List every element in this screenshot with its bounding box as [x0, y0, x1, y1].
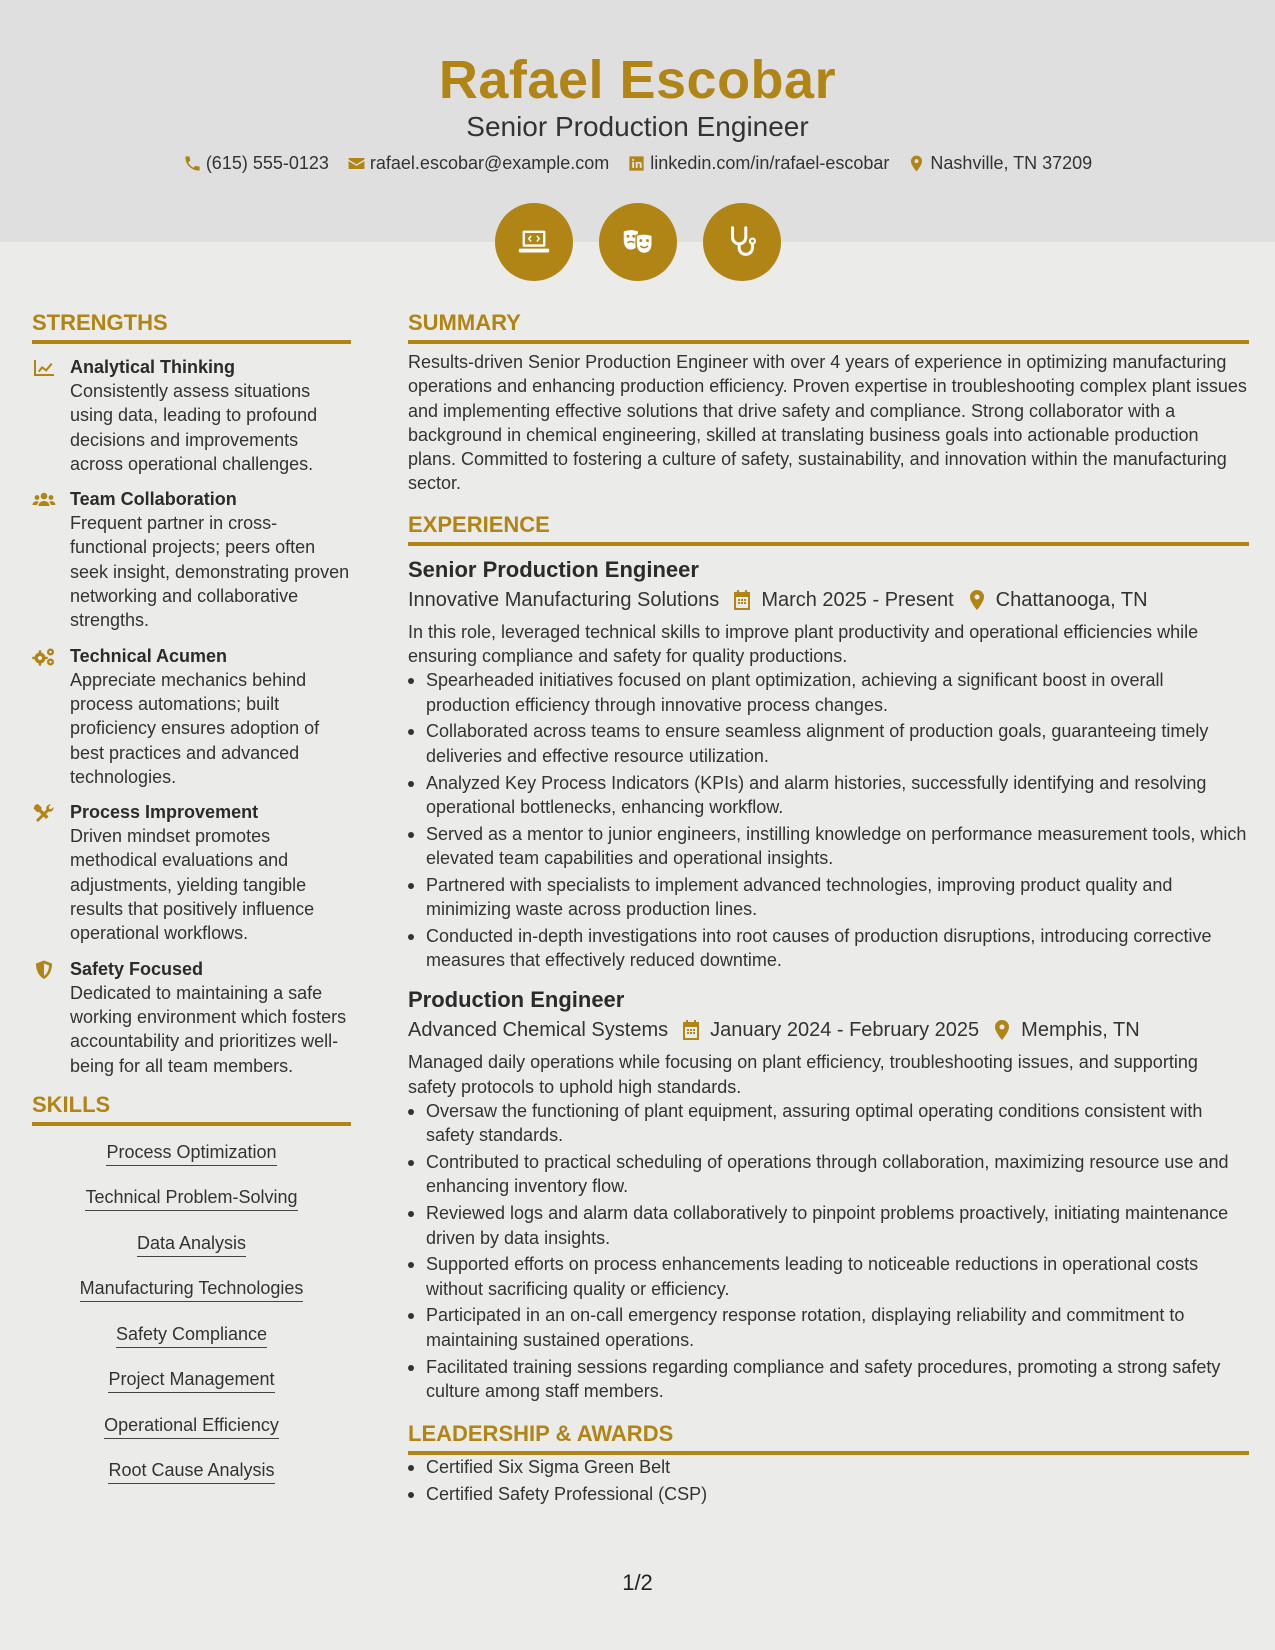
strength-desc: Appreciate mechanics behind process automations; built proficiency ensures adoption of best practices and advanced technologies.	[70, 669, 320, 787]
job-company: Advanced Chemical Systems	[408, 1019, 669, 1042]
job-company: Innovative Manufacturing Solutions	[408, 588, 720, 611]
bullet-item: Participated in an on-call emergency response rotation, displaying reliability and commitment to maintaining sustained operations.	[408, 1303, 1249, 1352]
strength-title: Process Improvement	[70, 802, 259, 823]
badge-stethoscope	[703, 203, 781, 281]
job-entry	[408, 986, 1249, 1403]
awards-heading: LEADERSHIP & AWARDS	[408, 1421, 1249, 1455]
chart-line-icon	[32, 358, 56, 378]
badge-masks	[599, 203, 677, 281]
stethoscope-icon	[723, 223, 761, 261]
strength-title: Analytical Thinking	[70, 357, 236, 377]
strength-item	[32, 645, 351, 789]
linkedin-icon	[627, 154, 646, 173]
job-dates: January 2024 - February 2025	[710, 1019, 980, 1042]
job-bullets	[408, 1099, 1249, 1403]
strength-desc: Consistently assess situations using data, leading to profound decisions and improvements across operational challenges.	[70, 381, 318, 474]
cogs-icon	[32, 647, 56, 667]
job-meta	[408, 586, 1249, 614]
strength-title: Team Collaboration	[70, 489, 237, 510]
bullet-item: Served as a mentor to junior engineers, instilling knowledge on performance measurement tools, which elevated team capabilities and operational insights.	[408, 822, 1249, 871]
contact-linkedin-text: linkedin.com/in/rafael-escobar	[650, 153, 890, 173]
strength-desc: Frequent partner in cross-functional projects; peers often seek insight, demonstrating proven networking and collaborative strengths.	[70, 513, 350, 631]
skill-item: Technical Problem-Solving	[85, 1185, 297, 1211]
strength-item	[32, 958, 351, 1078]
strengths-list	[32, 356, 351, 1078]
job-intro: In this role, leveraged technical skills to improve plant productivity and operational efficiencies while ensuring compliance and safety for quality productions.	[408, 621, 1199, 667]
contact-linkedin[interactable]	[627, 151, 889, 175]
theater-masks-icon	[619, 223, 657, 261]
skill-item: Safety Compliance	[116, 1322, 267, 1348]
strength-item	[32, 356, 351, 476]
interest-badges	[0, 203, 1275, 281]
strengths-heading: STRENGTHS	[32, 310, 351, 344]
skill-item: Process Optimization	[106, 1140, 276, 1166]
summary-text: Results-driven Senior Production Engineer with over 4 years of experience in optimizing manufacturing operations and enhancing production efficiency. Proven expertise in troubleshooting complex plant issues and implementing effective solutions that drive safety and compliance. Strong collaborator with a background in chemical engineering, skilled at translating business goals into actionable production plans. Committed to fostering a culture of safety, sustainability, and innovation within the manufacturing sector.	[408, 352, 1247, 494]
strength-item	[32, 801, 351, 945]
job-meta	[408, 1016, 1249, 1044]
contact-email-text: rafael.escobar@example.com	[369, 153, 610, 173]
right-column	[408, 310, 1249, 1509]
bullet-item: Contributed to practical scheduling of operations through collaboration, maximizing resource use and enhancing inventory flow.	[408, 1150, 1249, 1199]
contact-email[interactable]	[347, 151, 609, 175]
calendar-icon	[733, 590, 751, 610]
page-number: 1/2	[622, 1570, 653, 1595]
skill-item: Data Analysis	[137, 1231, 246, 1257]
strength-title: Technical Acumen	[70, 645, 228, 666]
summary-heading: SUMMARY	[408, 310, 1249, 344]
contact-location-text: Nashville, TN 37209	[930, 153, 1093, 173]
job-intro: Managed daily operations while focusing on plant efficiency, troubleshooting issues, and supporting safety protocols to uphold high standards.	[408, 1052, 1198, 1097]
contact-phone[interactable]	[183, 151, 329, 175]
envelope-icon	[347, 154, 366, 173]
award-item: Certified Safety Professional (CSP)	[408, 1482, 1249, 1506]
contact-row	[0, 151, 1275, 175]
map-pin-icon	[993, 1020, 1011, 1040]
skills-heading: SKILLS	[32, 1092, 351, 1126]
candidate-title: Senior Production Engineer	[466, 111, 809, 142]
bullet-item: Conducted in-depth investigations into root causes of production disruptions, introducing corrective measures that effectively reduced downtime.	[408, 924, 1249, 973]
skill-item: Root Cause Analysis	[108, 1458, 274, 1484]
bullet-item: Supported efforts on process enhancements leading to noticeable reductions in operational costs without sacrificing quality or efficiency.	[408, 1252, 1249, 1301]
strength-desc: Driven mindset promotes methodical evaluations and adjustments, yielding tangible results that positively influence operational workflows.	[70, 826, 315, 944]
map-pin-icon	[968, 590, 986, 610]
left-column	[32, 310, 351, 1504]
awards-list	[408, 1455, 1249, 1506]
shield-icon	[32, 960, 56, 980]
skill-item: Project Management	[108, 1367, 274, 1393]
bullet-item: Reviewed logs and alarm data collaboratively to pinpoint problems proactively, initiating maintenance driven by data insights.	[408, 1201, 1249, 1250]
strength-title: Safety Focused	[70, 958, 204, 979]
bullet-item: Analyzed Key Process Indicators (KPIs) and alarm histories, successfully identifying and resolving operational bottlenecks, enhancing workflow.	[408, 771, 1249, 820]
bullet-item: Collaborated across teams to ensure seamless alignment of production goals, guaranteeing timely deliveries and effective resource utilization.	[408, 719, 1249, 768]
job-role: Senior Production Engineer	[408, 556, 699, 582]
job-dates: March 2025 - Present	[761, 588, 954, 611]
tools-icon	[32, 803, 56, 823]
skill-item: Operational Efficiency	[104, 1413, 279, 1439]
contact-phone-text: (615) 555-0123	[205, 153, 329, 173]
candidate-name: Rafael Escobar	[438, 50, 837, 110]
bullet-item: Partnered with specialists to implement advanced technologies, improving product quality and minimizing waste across production lines.	[408, 873, 1249, 922]
skills-list	[32, 1140, 351, 1504]
calendar-icon	[682, 1020, 700, 1040]
strength-item	[32, 488, 351, 632]
job-location: Chattanooga, TN	[995, 588, 1148, 611]
contact-location	[907, 151, 1092, 175]
bullet-item: Facilitated training sessions regarding compliance and safety procedures, promoting a strong safety culture among staff members.	[408, 1355, 1249, 1404]
laptop-code-icon	[515, 223, 553, 261]
job-location: Memphis, TN	[1021, 1019, 1140, 1042]
badge-laptop	[495, 203, 573, 281]
map-pin-icon	[907, 154, 926, 173]
phone-icon	[183, 154, 202, 173]
bullet-item: Spearheaded initiatives focused on plant optimization, achieving a significant boost in overall production efficiency through innovative process changes.	[408, 668, 1249, 717]
job-role: Production Engineer	[408, 987, 625, 1013]
skill-item: Manufacturing Technologies	[80, 1276, 304, 1302]
job-entry	[408, 556, 1249, 973]
experience-heading: EXPERIENCE	[408, 512, 1249, 546]
job-bullets	[408, 668, 1249, 972]
bullet-item: Oversaw the functioning of plant equipment, assuring optimal operating conditions consistent with safety standards.	[408, 1099, 1249, 1148]
award-item: Certified Six Sigma Green Belt	[408, 1455, 1249, 1479]
users-icon	[32, 490, 56, 510]
strength-desc: Dedicated to maintaining a safe working environment which fosters accountability and prioritizes well-being for all team members.	[70, 982, 347, 1076]
